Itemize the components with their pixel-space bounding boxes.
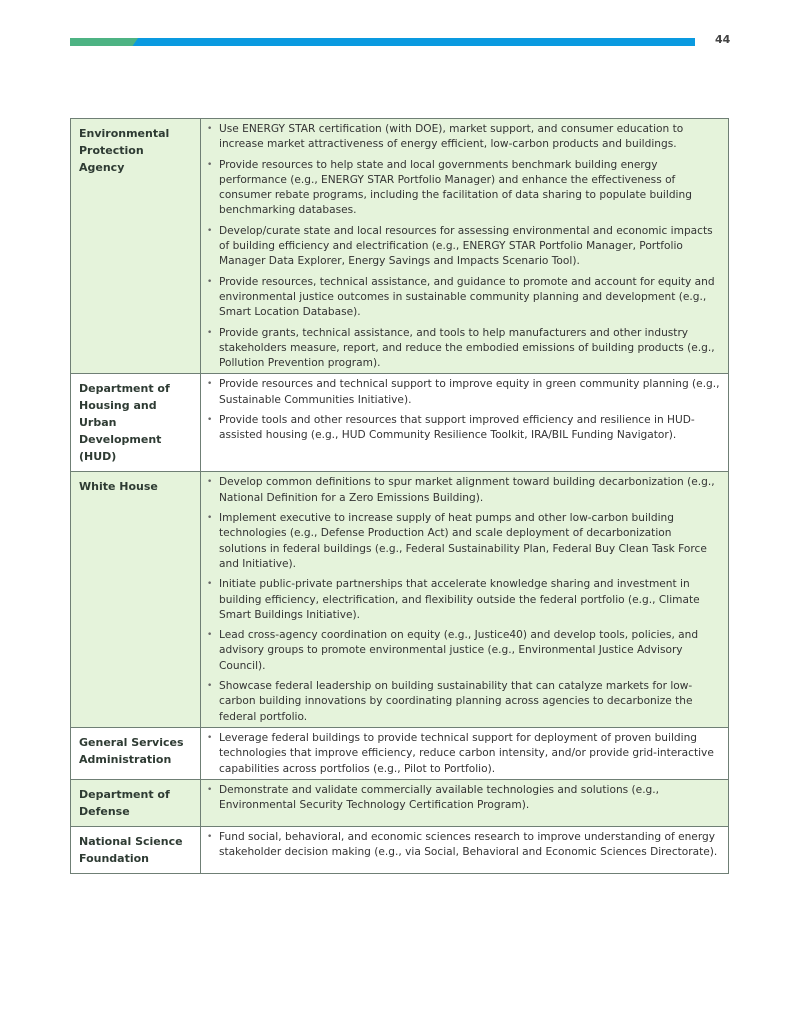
list-item: • Develop common definitions to spur market alignment toward building decarbonization (e.g., National Definition for a Zero Emissions Building). [207,475,720,506]
agency-actions [201,826,729,873]
action-list [207,122,720,371]
list-item: • Provide resources, technical assistance, and guidance to promote and account for equity and environmental justice outcomes in sustainable community planning and development (e.g., Smart Location Database). [207,275,720,321]
action-list [207,830,720,861]
list-item: • Provide resources to help state and local governments benchmark building energy performance (e.g., ENERGY STAR Portfolio Manager) and enhance the effectiveness of consumer rebate programs, including the facilitation of data sharing to populate building benchmarking databases. [207,158,720,219]
list-item: • Leverage federal buildings to provide technical support for deployment of proven building technologies that improve efficiency, reduce carbon intensity, and/or provide grid-interactive capabilities across portfolios (e.g., Pilot to Portfolio). [207,731,720,777]
table-row [71,472,729,727]
list-item: • Use ENERGY STAR certification (with DOE), market support, and consumer education to increase market attractiveness of energy efficient, low-carbon products and buildings. [207,122,720,153]
action-list [207,783,720,814]
list-item: • Provide grants, technical assistance, and tools to help manufacturers and other industry stakeholders measure, report, and reduce the embodied emissions of building products (e.g., Pollution Prevention program). [207,326,720,372]
agency-name: White House [71,472,201,727]
agency-name: Environmental Protection Agency [71,119,201,374]
agency-actions [201,119,729,374]
agency-name: Department of Defense [71,779,201,826]
page-number: 44 [715,33,731,46]
list-item: • Demonstrate and validate commercially available technologies and solutions (e.g., Environmental Security Technology Certification Program). [207,783,720,814]
agency-actions [201,779,729,826]
list-item: • Provide resources and technical support to improve equity in green community planning (e.g., Sustainable Communities Initiative). [207,377,720,408]
list-item: • Fund social, behavioral, and economic sciences research to improve understanding of energy stakeholder decision making (e.g., via Social, Behavioral and Economic Sciences Directorate). [207,830,720,861]
action-list [207,377,720,443]
agency-actions [201,374,729,472]
agency-name: Department of Housing and Urban Development (HUD) [71,374,201,472]
list-item: • Showcase federal leadership on building sustainability that can catalyze markets for low-carbon building innovations by coordinating planning across agencies to decarbonize the federal portfolio. [207,679,720,725]
agency-name: General Services Administration [71,727,201,779]
list-item: • Initiate public-private partnerships that accelerate knowledge sharing and investment in building efficiency, electrification, and flexibility outside the federal portfolio (e.g., Climate Smart Buildings Initiative). [207,577,720,623]
table-row [71,727,729,779]
table-row [71,374,729,472]
list-item: • Provide tools and other resources that support improved efficiency and resilience in HUD-assisted housing (e.g., HUD Community Resilience Toolkit, IRA/BIL Funding Navigator). [207,413,720,444]
table-row [71,826,729,873]
agency-actions [201,472,729,727]
list-item: • Lead cross-agency coordination on equity (e.g., Justice40) and develop tools, policies, and advisory groups to promote environmental justice (e.g., Environmental Justice Advisory Council). [207,628,720,674]
agency-actions [201,727,729,779]
table-row [71,119,729,374]
action-list [207,475,720,724]
header-bar-accent [70,38,138,46]
agency-name: National Science Foundation [71,826,201,873]
agency-roles-table [70,118,729,874]
header-color-bar [70,38,695,46]
list-item: • Implement executive to increase supply of heat pumps and other low-carbon building technologies (e.g., Defense Production Act) and scale deployment of decarbonization solutions in federal buildings (e.g., Federal Sustainability Plan, Federal Buy Clean Task Force and Initiative). [207,511,720,572]
list-item: • Develop/curate state and local resources for assessing environmental and economic impacts of building efficiency and electrification (e.g., ENERGY STAR Portfolio Manager, Portfolio Manager Data Explorer, Energy Savings and Impacts Scenario Tool). [207,224,720,270]
table-row [71,779,729,826]
action-list [207,731,720,777]
